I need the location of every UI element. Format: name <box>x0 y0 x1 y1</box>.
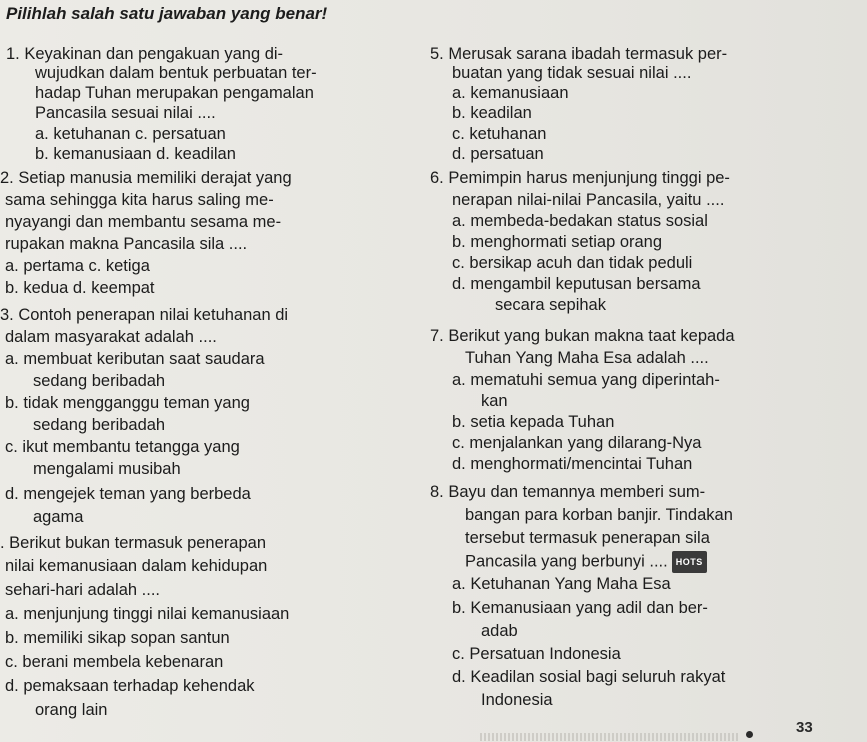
q8-option: adab <box>481 622 518 640</box>
q3-option: a. membuat keributan saat saudara <box>5 350 265 368</box>
q4-option: d. pemaksaan terhadap kehendak <box>5 677 255 695</box>
q7-line: Tuhan Yang Maha Esa adalah .... <box>465 349 709 367</box>
footer-decoration <box>480 733 740 741</box>
q8-option: Indonesia <box>481 691 553 709</box>
q2-line: rupakan makna Pancasila sila .... <box>5 235 248 253</box>
q4-option: b. memiliki sikap sopan santun <box>5 629 230 647</box>
page-number: 33 <box>796 719 813 736</box>
q4-line: nilai kemanusiaan dalam kehidupan <box>5 557 268 575</box>
q6-option: b. menghormati setiap orang <box>452 233 663 251</box>
q7-option: c. menjalankan yang dilarang-Nya <box>452 434 702 452</box>
q2-line: nyayangi dan membantu sesama me- <box>5 213 282 231</box>
q3-line: 3. Contoh penerapan nilai ketuhanan di <box>0 306 289 324</box>
q8-option: d. Keadilan sosial bagi seluruh rakyat <box>452 668 726 686</box>
hots-badge: HOTS <box>672 551 707 573</box>
q7-option: d. menghormati/mencintai Tuhan <box>452 455 693 473</box>
q8-line <box>465 551 707 573</box>
q3-option: sedang beribadah <box>33 372 166 390</box>
q4-option: c. berani membela kebenaran <box>5 653 224 671</box>
q2-options: b. kedua d. keempat <box>5 279 155 297</box>
q5-line: 5. Merusak sarana ibadah termasuk per- <box>430 45 728 63</box>
q8-option: a. Ketuhanan Yang Maha Esa <box>452 575 671 593</box>
q6-line: 6. Pemimpin harus menjunjung tinggi pe- <box>430 169 730 187</box>
q8-option: c. Persatuan Indonesia <box>452 645 621 663</box>
q3-option: d. mengejek teman yang berbeda <box>5 485 251 503</box>
q1-line: 1. Keyakinan dan pengakuan yang di- <box>6 45 284 63</box>
q2-line: sama sehingga kita harus saling me- <box>5 191 274 209</box>
q6-line: nerapan nilai-nilai Pancasila, yaitu .... <box>452 191 725 209</box>
q4-line: sehari-hari adalah .... <box>5 581 161 599</box>
q1-line: wujudkan dalam bentuk perbuatan ter- <box>35 64 317 82</box>
q2-line: 2. Setiap manusia memiliki derajat yang <box>0 169 292 187</box>
q5-line: buatan yang tidak sesuai nilai .... <box>452 64 692 82</box>
q8-option: b. Kemanusiaan yang adil dan ber- <box>452 599 708 617</box>
q2-options: a. pertama c. ketiga <box>5 257 150 275</box>
q1-options: b. kemanusiaan d. keadilan <box>35 145 236 163</box>
q3-option: b. tidak mengganggu teman yang <box>5 394 250 412</box>
q7-option: kan <box>481 392 508 410</box>
q1-options: a. ketuhanan c. persatuan <box>35 125 226 143</box>
q6-option: d. mengambil keputusan bersama <box>452 275 701 293</box>
q7-option: a. mematuhi semua yang diperintah- <box>452 371 720 389</box>
q3-option: c. ikut membantu tetangga yang <box>5 438 240 456</box>
q4-line: . Berikut bukan termasuk penerapan <box>0 534 266 552</box>
q8-line: 8. Bayu dan temannya memberi sum- <box>430 483 706 501</box>
q7-line: 7. Berikut yang bukan makna taat kepada <box>430 327 735 345</box>
q5-option: c. ketuhanan <box>452 125 547 143</box>
q6-option: c. bersikap acuh dan tidak peduli <box>452 254 693 272</box>
bullet-dot <box>746 731 753 738</box>
q5-option: a. kemanusiaan <box>452 84 569 102</box>
q5-option: d. persatuan <box>452 145 544 163</box>
instruction-title: Pilihlah salah satu jawaban yang benar! <box>6 4 328 23</box>
q8-line: tersebut termasuk penerapan sila <box>465 529 710 547</box>
q5-option: b. keadilan <box>452 104 532 122</box>
q1-line: hadap Tuhan merupakan pengamalan <box>35 84 314 102</box>
q7-option: b. setia kepada Tuhan <box>452 413 615 431</box>
q6-option: a. membeda-bedakan status sosial <box>452 212 708 230</box>
q6-option: secara sepihak <box>495 296 606 314</box>
q3-line: dalam masyarakat adalah .... <box>5 328 217 346</box>
q4-option: a. menjunjung tinggi nilai kemanusiaan <box>5 605 290 623</box>
q3-option: sedang beribadah <box>33 416 166 434</box>
q1-line: Pancasila sesuai nilai .... <box>35 104 216 122</box>
q4-option: orang lain <box>35 701 108 719</box>
q3-option: agama <box>33 508 84 526</box>
q8-line-text: Pancasila yang berbunyi .... <box>465 552 668 571</box>
q3-option: mengalami musibah <box>33 460 181 478</box>
q8-line: bangan para korban banjir. Tindakan <box>465 506 733 524</box>
